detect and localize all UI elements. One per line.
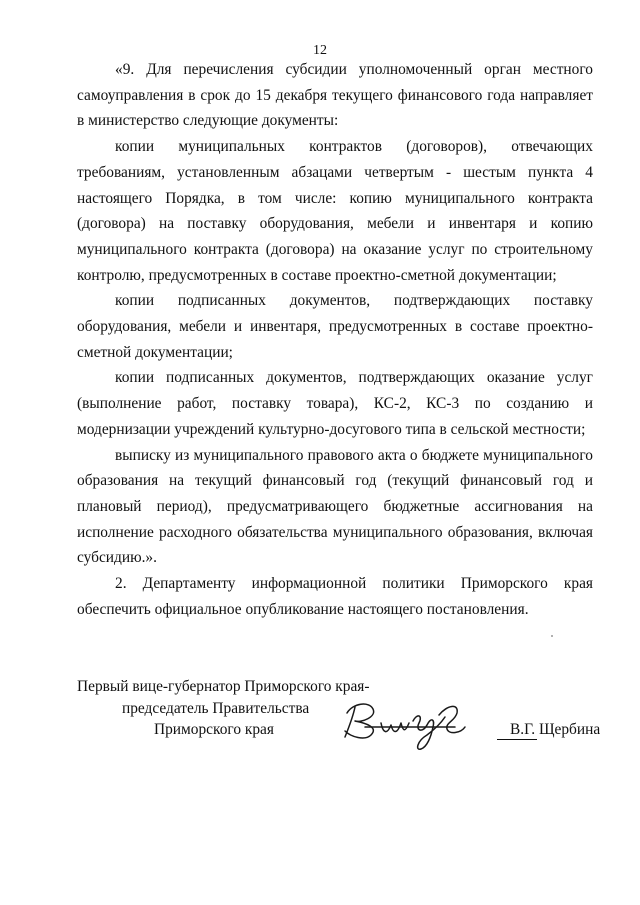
signatory-title-line-3: Приморского края (154, 721, 274, 738)
paragraph-item-9: «9. Для перечисления субсидии уполномоченный орган местного самоуправления в срок до 15 декабря текущего финансового года направляет в министерство следующие документы: (77, 61, 593, 130)
signatory-name: В.Г. Щербина (510, 721, 601, 738)
paragraph-contracts-copies: копии муниципальных контрактов (договоров), отвечающих требованиям, установленным абзацами четвертым - шестым пункта 4 настоящего Порядка, в том числе: копию муниципального контракта (договора) на поставку оборудования, мебели и инвентаря и копию муниципального контракта (договора) на оказание услуг по строительному контролю, предусмотренных в составе проектно-сметной документации; (77, 138, 593, 284)
signatory-title-line-2: председатель Правительства (122, 700, 310, 717)
paragraph-publication-order: 2. Департаменту информационной политики Приморского края обеспечить официальное опубликование настоящего постановления. (77, 575, 593, 618)
signatory-title-line-1: Первый вице-губернатор Приморского края- (77, 678, 370, 695)
paragraph-delivery-documents: копии подписанных документов, подтверждающих поставку оборудования, мебели и инвентаря, предусмотренных в составе проектно-сметной документации; (77, 292, 593, 361)
page-number: 12 (313, 43, 327, 58)
signature-underline (497, 739, 537, 740)
document-body (77, 57, 593, 622)
signature-block (77, 678, 601, 758)
paragraph-services-documents: копии подписанных документов, подтверждающих оказание услуг (выполнение работ, поставку товара), КС-2, КС-3 по созданию и модернизации учреждений культурно-досугового типа в сельской местности; (77, 369, 593, 438)
paragraph-budget-extract: выписку из муниципального правового акта о бюджете муниципального образования на текущий финансовый год (текущий финансовый год и плановый период), предусматривающего бюджетные ассигнования на исполнение расходного обязательства муниципального образования, включая субсидию.». (77, 446, 593, 567)
handwritten-signature (335, 693, 485, 753)
scan-speck (551, 635, 553, 637)
